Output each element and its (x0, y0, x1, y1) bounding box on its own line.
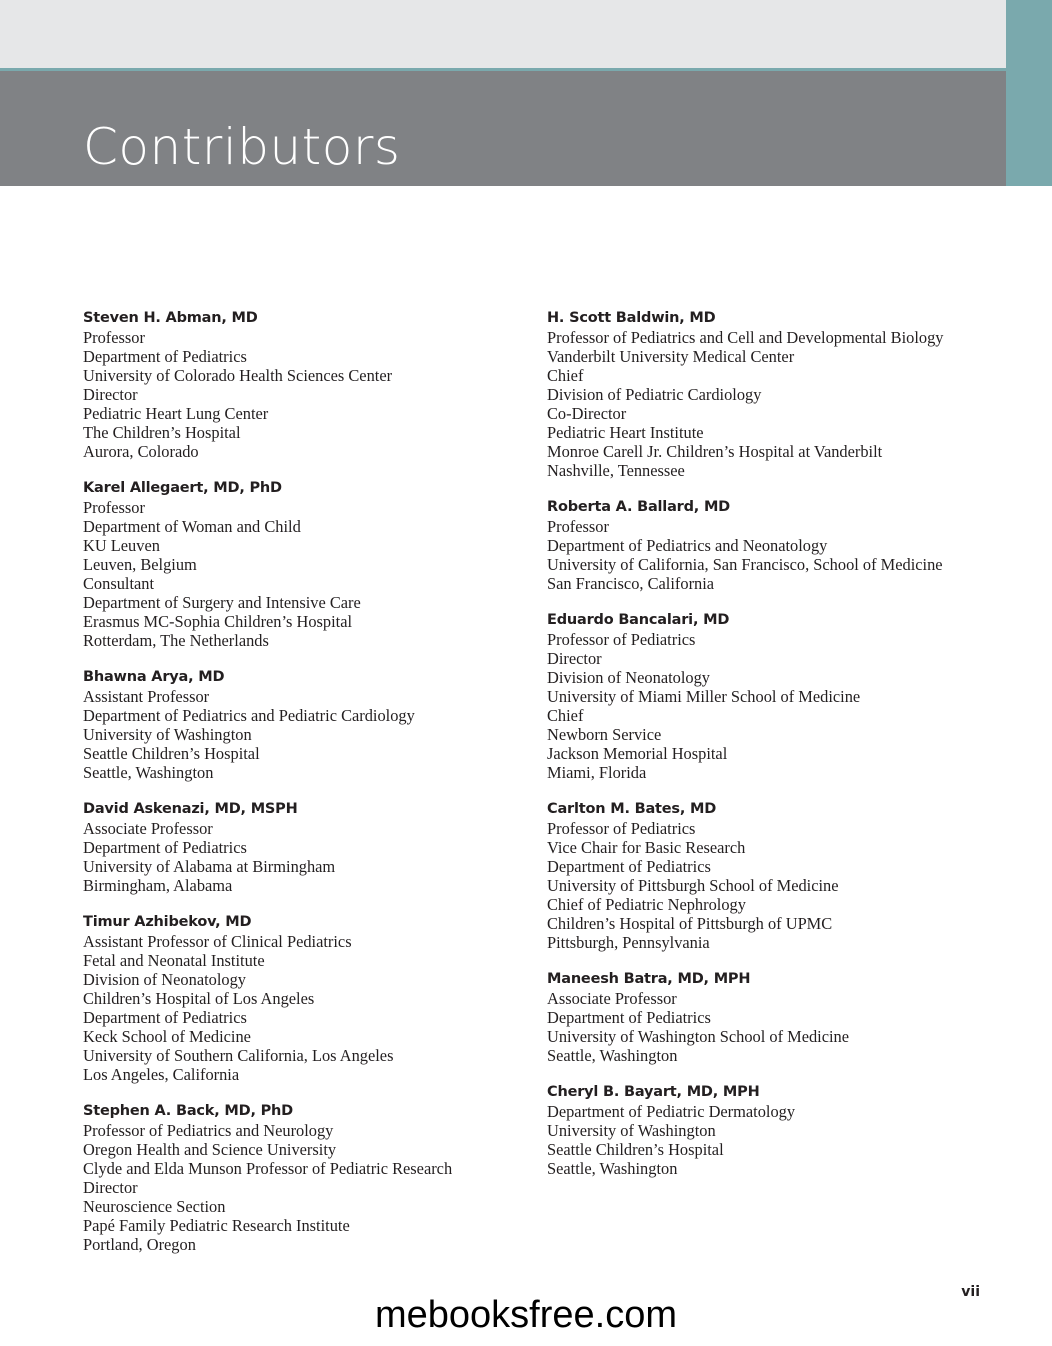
contributor-affiliation-line: Chief of Pediatric Nephrology (547, 895, 746, 914)
contributor-entry (83, 309, 523, 461)
contributor-affiliation-line: Department of Pediatrics (547, 857, 711, 876)
contributor-affiliation-line: Los Angeles, California (83, 1065, 240, 1084)
contributor-name: H. Scott Baldwin, MD (547, 310, 716, 326)
contributor-affiliation-line: University of Southern California, Los Angeles (83, 1046, 394, 1065)
contributor-affiliation-line: KU Leuven (83, 536, 160, 555)
contributor-entry (547, 309, 987, 480)
contributor-affiliation-line: Fetal and Neonatal Institute (83, 951, 265, 970)
contributor-affiliation-line: Department of Pediatrics (83, 347, 247, 366)
contributor-affiliation-line: Director (83, 1178, 138, 1197)
contributor-affiliation-line: Oregon Health and Science University (83, 1140, 337, 1159)
contributor-affiliation-line: Professor (547, 517, 609, 536)
contributor-entry (547, 800, 987, 952)
contributor-affiliation-line: Professor of Pediatrics (547, 819, 696, 838)
contributor-affiliation-line: Department of Pediatric Dermatology (547, 1102, 796, 1121)
contributor-affiliation-line: Neuroscience Section (83, 1197, 226, 1216)
contributor-entry (83, 913, 523, 1084)
contributor-name: Roberta A. Ballard, MD (547, 499, 731, 515)
contributor-affiliation-line: Nashville, Tennessee (547, 461, 685, 480)
contributor-affiliation-line: Director (547, 649, 602, 668)
contributor-affiliation-line: University of Pittsburgh School of Medicine (547, 876, 839, 895)
contributor-affiliation-line: Pediatric Heart Lung Center (83, 404, 269, 423)
contributor-affiliation-line: Vice Chair for Basic Research (547, 838, 746, 857)
contributor-affiliation-line: Division of Pediatric Cardiology (547, 385, 762, 404)
contributor-affiliation-line: Professor (83, 498, 145, 517)
contributor-name: Bhawna Arya, MD (83, 669, 225, 685)
contributor-affiliation-line: The Children’s Hospital (83, 423, 241, 442)
contributor-affiliation-line: University of Colorado Health Sciences Center (83, 366, 393, 385)
contributor-name: David Askenazi, MD, MSPH (83, 801, 298, 817)
contributor-affiliation-line: Monroe Carell Jr. Children’s Hospital at Vanderbilt (547, 442, 883, 461)
watermark: mebooksfree.com (374, 1294, 677, 1336)
contributor-entry (83, 1102, 523, 1254)
contributor-affiliation-line: San Francisco, California (547, 574, 715, 593)
contributor-affiliation-line: Director (83, 385, 138, 404)
page-title: Contributors (83, 118, 401, 176)
contributor-affiliation-line: Seattle Children’s Hospital (83, 744, 260, 763)
contributor-entry (83, 800, 523, 895)
contributor-name: Maneesh Batra, MD, MPH (547, 971, 751, 987)
contributor-entry (547, 1083, 987, 1178)
contributor-affiliation-line: University of Washington (83, 725, 252, 744)
contributor-affiliation-line: Keck School of Medicine (83, 1027, 251, 1046)
contributor-affiliation-line: Seattle Children’s Hospital (547, 1140, 724, 1159)
contributor-affiliation-line: Consultant (83, 574, 155, 593)
contributor-affiliation-line: Professor of Pediatrics (547, 630, 696, 649)
contributor-affiliation-line: University of California, San Francisco, School of Medicine (547, 555, 943, 574)
contributor-affiliation-line: Department of Woman and Child (83, 517, 301, 536)
contributor-entry (83, 668, 523, 782)
contributor-affiliation-line: Division of Neonatology (547, 668, 710, 687)
contributors-column-right (547, 309, 987, 1196)
contributor-entry (547, 498, 987, 593)
contributor-affiliation-line: University of Washington (547, 1121, 716, 1140)
header-top-strip (0, 0, 1006, 68)
contributor-affiliation-line: Division of Neonatology (83, 970, 246, 989)
contributor-name: Carlton M. Bates, MD (547, 801, 717, 817)
contributor-affiliation-line: Professor of Pediatrics and Neurology (83, 1121, 334, 1140)
contributor-affiliation-line: Newborn Service (547, 725, 662, 744)
contributor-affiliation-line: Associate Professor (83, 819, 213, 838)
contributor-affiliation-line: Department of Pediatrics (83, 1008, 247, 1027)
contributor-name: Eduardo Bancalari, MD (547, 612, 730, 628)
contributor-name: Karel Allegaert, MD, PhD (83, 480, 282, 496)
contributor-affiliation-line: University of Miami Miller School of Medicine (547, 687, 861, 706)
contributor-affiliation-line: Department of Pediatrics and Neonatology (547, 536, 828, 555)
contributor-entry (547, 970, 987, 1065)
contributor-affiliation-line: Pediatric Heart Institute (547, 423, 704, 442)
contributor-affiliation-line: Assistant Professor of Clinical Pediatrics (83, 932, 352, 951)
contributor-name: Stephen A. Back, MD, PhD (83, 1103, 294, 1119)
contributor-affiliation-line: Vanderbilt University Medical Center (547, 347, 795, 366)
contributors-column-left (83, 309, 523, 1272)
contributor-affiliation-line: Pittsburgh, Pennsylvania (547, 933, 710, 952)
page-number: vii (961, 1284, 980, 1300)
contributor-affiliation-line: Department of Pediatrics (547, 1008, 711, 1027)
contributor-affiliation-line: University of Washington School of Medicine (547, 1027, 850, 1046)
contributor-affiliation-line: Papé Family Pediatric Research Institute (83, 1216, 350, 1235)
contributor-affiliation-line: Associate Professor (547, 989, 677, 1008)
contributor-entry (547, 611, 987, 782)
contributor-affiliation-line: Co-Director (547, 404, 627, 423)
contributor-affiliation-line: Professor (83, 328, 145, 347)
contributor-affiliation-line: Department of Surgery and Intensive Care (83, 593, 361, 612)
contributor-affiliation-line: Birmingham, Alabama (83, 876, 233, 895)
contributor-affiliation-line: Children’s Hospital of Pittsburgh of UPMC (547, 914, 833, 933)
contributor-affiliation-line: Professor of Pediatrics and Cell and Developmental Biology (547, 328, 944, 347)
contributor-affiliation-line: Miami, Florida (547, 763, 647, 782)
contributor-affiliation-line: Seattle, Washington (83, 763, 214, 782)
contributor-affiliation-line: Department of Pediatrics and Pediatric Cardiology (83, 706, 415, 725)
contributor-affiliation-line: Assistant Professor (83, 687, 210, 706)
contributor-affiliation-line: Rotterdam, The Netherlands (83, 631, 269, 650)
contributor-affiliation-line: Children’s Hospital of Los Angeles (83, 989, 315, 1008)
contributor-name: Cheryl B. Bayart, MD, MPH (547, 1084, 760, 1100)
contributor-affiliation-line: Department of Pediatrics (83, 838, 247, 857)
contributor-affiliation-line: Jackson Memorial Hospital (547, 744, 728, 763)
contributor-affiliation-line: Clyde and Elda Munson Professor of Pediatric Research (83, 1159, 453, 1178)
contributor-affiliation-line: University of Alabama at Birmingham (83, 857, 336, 876)
chapter-tab (1006, 0, 1052, 186)
contributor-affiliation-line: Erasmus MC-Sophia Children’s Hospital (83, 612, 353, 631)
contributor-affiliation-line: Aurora, Colorado (83, 442, 199, 461)
contributor-affiliation-line: Seattle, Washington (547, 1159, 678, 1178)
contributor-affiliation-line: Portland, Oregon (83, 1235, 196, 1254)
contributor-affiliation-line: Seattle, Washington (547, 1046, 678, 1065)
contributor-affiliation-line: Chief (547, 706, 584, 725)
contributor-affiliation-line: Leuven, Belgium (83, 555, 197, 574)
contributor-affiliation-line: Chief (547, 366, 584, 385)
contributor-entry (83, 479, 523, 650)
contributor-name: Steven H. Abman, MD (83, 310, 258, 326)
contributor-name: Timur Azhibekov, MD (83, 914, 252, 930)
